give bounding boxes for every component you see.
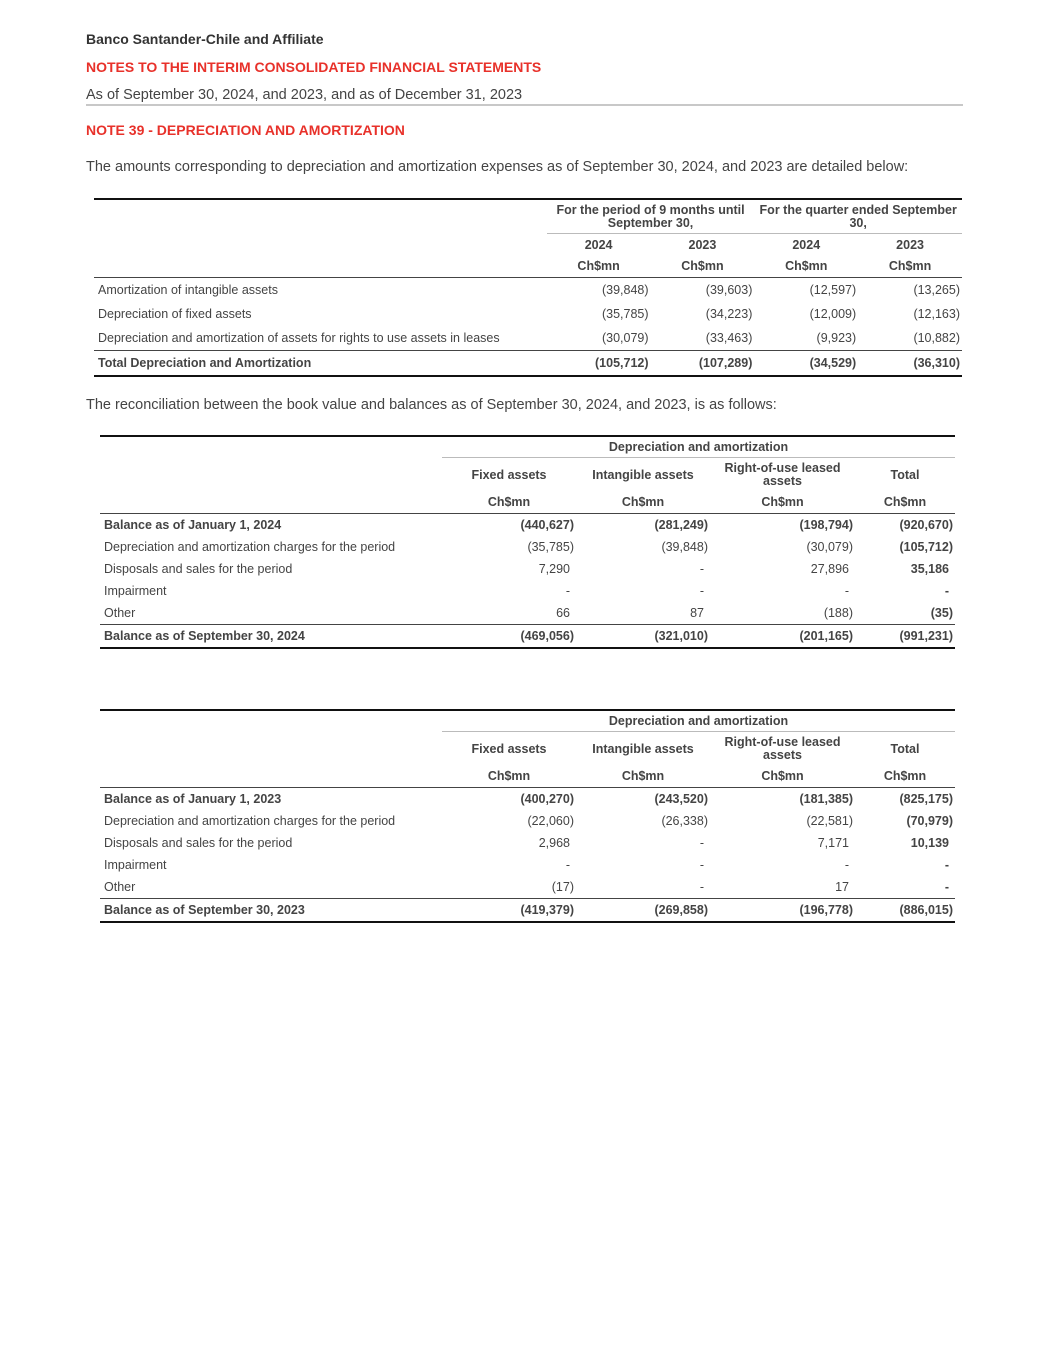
col-year: 2023 bbox=[688, 237, 717, 252]
notes-title: NOTES TO THE INTERIM CONSOLIDATED FINANCIAL STATEMENTS bbox=[86, 59, 542, 75]
reconciliation-table-2024 bbox=[100, 435, 955, 649]
table-row: Depreciation of fixed assets (35,785) (34,223) (12,009) (12,163) bbox=[98, 307, 960, 321]
table-row: Impairment - - - - bbox=[104, 584, 949, 598]
col-unit: Ch$mn bbox=[621, 769, 665, 784]
total-row: Total Depreciation and Amortization (105,712) (107,289) (34,529) (36,310) bbox=[94, 351, 962, 377]
group-header: Depreciation and amortization bbox=[442, 710, 955, 732]
col-unit: Ch$mn bbox=[883, 769, 927, 784]
table-row: Depreciation and amortization of assets for rights to use assets in leases (30,079) (33,463) (9,923) (10,882) bbox=[98, 331, 960, 345]
table-row: Other 66 87 (188) (35) bbox=[104, 606, 953, 620]
col-unit: Ch$mn bbox=[888, 259, 932, 274]
intro-paragraph: The amounts corresponding to depreciation and amortization expenses as of September 30, 2024, and 2023 are detailed below: bbox=[86, 159, 909, 175]
table-row: Depreciation and amortization charges for the period (35,785) (39,848) (30,079) (105,712) bbox=[104, 540, 953, 554]
col-unit: Ch$mn bbox=[761, 495, 804, 510]
col-unit: Ch$mn bbox=[577, 259, 620, 274]
col-unit: Ch$mn bbox=[621, 495, 665, 510]
col-header: Right-of-use leased assets bbox=[724, 460, 841, 488]
table-row: Disposals and sales for the period 2,968 - 7,171 10,139 bbox=[104, 836, 949, 850]
table-row: Balance as of January 1, 2024 (440,627) (281,249) (198,794) (920,670) bbox=[100, 514, 955, 537]
as-of-date: As of September 30, 2024, and 2023, and as of December 31, 2023 bbox=[86, 87, 523, 103]
reconciliation-paragraph: The reconciliation between the book value and balances as of September 30, 2024, and 2023, is as follows: bbox=[86, 397, 777, 413]
company-name: Banco Santander-Chile and Affiliate bbox=[86, 31, 324, 47]
col-unit: Ch$mn bbox=[487, 495, 531, 510]
header-divider bbox=[86, 104, 963, 106]
note-title: NOTE 39 - DEPRECIATION AND AMORTIZATION bbox=[86, 122, 405, 138]
col-header: Total bbox=[890, 741, 920, 756]
table-row: Amortization of intangible assets (39,848) (39,603) (12,597) (13,265) bbox=[94, 278, 962, 303]
col-header: Fixed assets bbox=[471, 467, 547, 482]
table-row: Other (17) - 17 - bbox=[104, 880, 949, 894]
group-header-9-months: For the period of 9 months until September 30, bbox=[547, 199, 755, 234]
reconciliation-table-2023 bbox=[100, 709, 955, 923]
table-row: Balance as of January 1, 2023 (400,270) (243,520) (181,385) (825,175) bbox=[100, 788, 955, 811]
group-header-quarter: For the quarter ended September 30, bbox=[754, 199, 962, 234]
col-header: Intangible assets bbox=[592, 741, 694, 756]
group-header: Depreciation and amortization bbox=[442, 436, 955, 458]
col-unit: Ch$mn bbox=[761, 769, 804, 784]
col-unit: Ch$mn bbox=[681, 259, 724, 274]
col-year: 2023 bbox=[896, 237, 924, 252]
col-header: Intangible assets bbox=[592, 467, 694, 482]
table-row: Impairment - - - - bbox=[104, 858, 949, 872]
depreciation-expense-table bbox=[94, 198, 962, 377]
col-header: Total bbox=[890, 467, 920, 482]
col-unit: Ch$mn bbox=[487, 769, 531, 784]
col-year: 2024 bbox=[792, 237, 821, 252]
col-header: Fixed assets bbox=[471, 741, 547, 756]
col-header: Right-of-use leased assets bbox=[724, 734, 841, 762]
col-year: 2024 bbox=[584, 237, 613, 252]
col-unit: Ch$mn bbox=[883, 495, 927, 510]
table-row: Depreciation and amortization charges for the period (22,060) (26,338) (22,581) (70,979) bbox=[104, 814, 953, 828]
table-row: Disposals and sales for the period 7,290 - 27,896 35,186 bbox=[104, 562, 949, 576]
col-unit: Ch$mn bbox=[785, 259, 828, 274]
total-row: Balance as of September 30, 2024 (469,056) (321,010) (201,165) (991,231) bbox=[100, 625, 955, 649]
total-row: Balance as of September 30, 2023 (419,379) (269,858) (196,778) (886,015) bbox=[100, 899, 955, 923]
